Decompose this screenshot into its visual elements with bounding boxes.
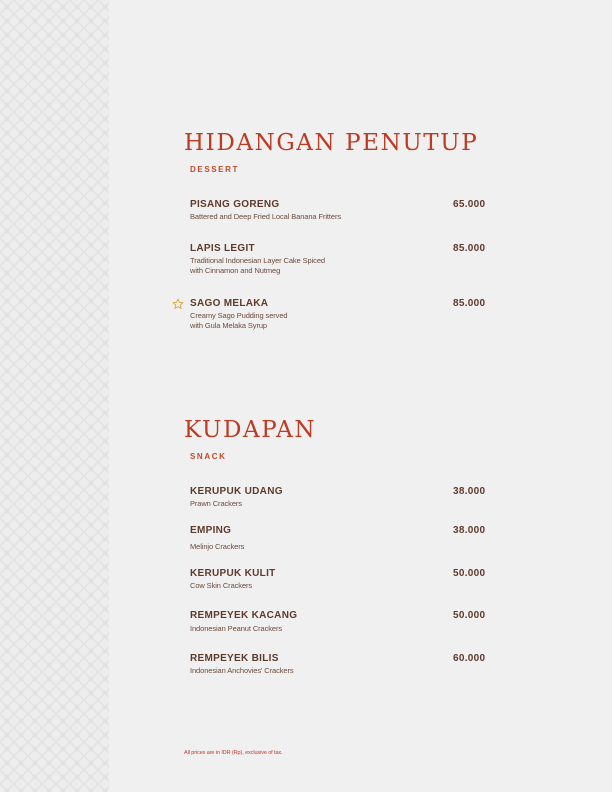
item-description: Traditional Indonesian Layer Cake Spiced with Cinnamon and Nutmeg [190,256,325,275]
item-price: 38.000 [453,486,486,497]
price-footnote: All prices are in IDR (Rp), exclusive of tax. [184,750,283,756]
item-price: 85.000 [453,243,486,254]
section-title-dessert: HIDANGAN PENUTUP [184,130,479,156]
section-subtitle-snack: SNACK [190,452,227,461]
menu-item [190,525,490,552]
menu-item [190,653,490,676]
item-price: 85.000 [453,298,486,309]
item-description: Indonesian Anchovies' Crackers [190,666,294,675]
menu-item [190,243,490,275]
item-name: KERUPUK UDANG [190,486,283,497]
menu-item [190,298,490,330]
item-name: LAPIS LEGIT [190,243,255,254]
item-description: Creamy Sago Pudding served with Gula Melaka Syrup [190,311,288,330]
item-description: Prawn Crackers [190,499,242,508]
item-name: REMPEYEK BILIS [190,653,279,664]
item-description: Melinjo Crackers [190,542,245,551]
star-icon [172,298,184,310]
item-price: 50.000 [453,610,486,621]
item-price: 60.000 [453,653,486,664]
menu-item [190,568,490,591]
menu-item [190,199,490,222]
item-description: Indonesian Peanut Crackers [190,624,283,633]
item-price: 50.000 [453,568,486,579]
menu-item [190,610,490,634]
section-subtitle-dessert: DESSERT [190,165,239,174]
item-name: EMPING [190,525,232,536]
item-name: SAGO MELAKA [190,298,269,309]
item-name: REMPEYEK KACANG [190,610,298,621]
item-price: 38.000 [453,525,486,536]
item-price: 65.000 [453,199,486,210]
menu-item [190,486,490,509]
item-name: PISANG GORENG [190,199,280,210]
decorative-pattern-strip [0,0,109,792]
item-description: Battered and Deep Fried Local Banana Fritters [190,212,342,221]
section-title-snack: KUDAPAN [184,417,317,443]
item-description: Cow Skin Crackers [190,581,253,590]
item-name: KERUPUK KULIT [190,568,276,579]
